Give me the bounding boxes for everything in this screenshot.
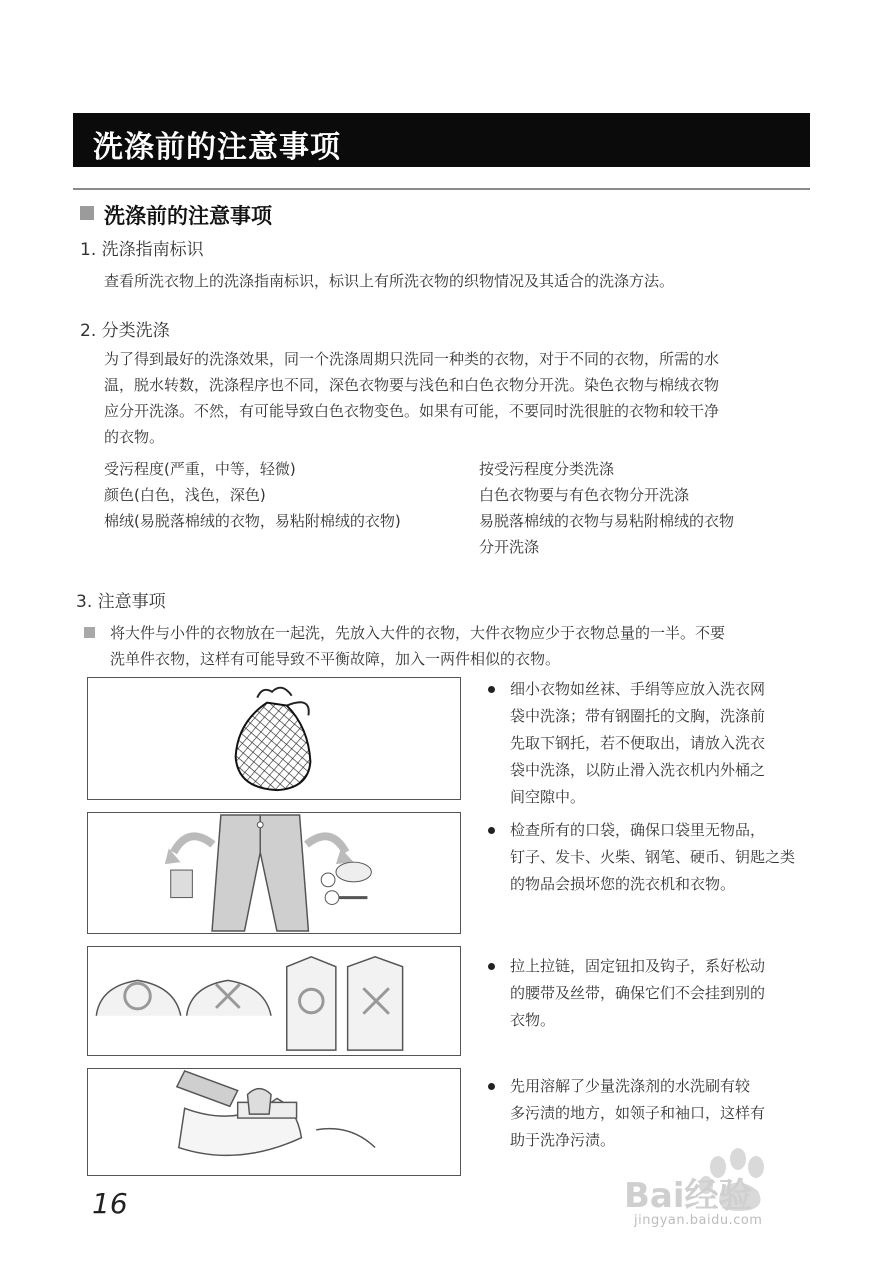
item1-heading: 1. 洗涤指南标识 (80, 240, 204, 260)
bullet-line: 先用溶解了少量洗涤剂的水洗刷有较 (510, 1077, 751, 1095)
sort-criterion: 颜色(白色，浅色，深色) (104, 486, 266, 504)
bullet-line: 先取下钢托，若不便取出，请放入洗衣 (510, 734, 766, 752)
watermark-brand: Bai经验 (624, 1176, 753, 1216)
note-line: 将大件与小件的衣物放在一起洗，先放入大件的衣物，大件衣物应少于衣物总量的一半。不要 (110, 624, 726, 642)
bullet-line: 的物品会损坏您的洗衣机和衣物。 (510, 875, 736, 893)
laundry-net-icon (88, 678, 460, 799)
item1-text: 查看所洗衣物上的洗涤指南标识，标识上有所洗衣物的织物情况及其适合的洗涤方法。 (104, 272, 675, 290)
pants-pockets-icon (88, 813, 460, 933)
bullet-line: 细小衣物如丝袜、手绢等应放入洗衣网 (510, 680, 766, 698)
baidu-paw-icon (618, 1145, 838, 1260)
bullet-dot-icon (488, 1083, 495, 1090)
bullet-dot-icon (488, 963, 495, 970)
title-bar (73, 113, 810, 167)
bullet-line: 的腰带及丝带，确保它们不会挂到别的 (510, 984, 766, 1002)
bullet-line: 拉上拉链，固定钮扣及钩子，系好松动 (510, 957, 766, 975)
detergent-bottle-icon (88, 1069, 460, 1175)
sort-rule: 白色衣物要与有色衣物分开洗涤 (479, 486, 690, 504)
section-title: 洗涤前的注意事项 (104, 204, 272, 228)
item2-heading: 2. 分类洗涤 (80, 321, 170, 341)
watermark-url: jingyan.baidu.com (634, 1213, 763, 1228)
paragraph-line: 为了得到最好的洗涤效果，同一个洗涤周期只洗同一种类的衣物，对于不同的衣物，所需的水 (104, 350, 720, 368)
item3-heading: 3. 注意事项 (76, 592, 166, 612)
item2-paragraph (104, 346, 719, 450)
bullet-line: 袋中洗涤；带有钢圈托的文胸，洗涤前 (510, 707, 766, 725)
sort-table-right (479, 456, 734, 560)
sort-rule: 分开洗涤 (479, 538, 540, 556)
fasten-clothes-illustration (87, 946, 461, 1056)
bullet-line: 袋中洗涤，以防止滑入洗衣机内外桶之 (510, 761, 766, 779)
waistband-shirt-icon (88, 947, 460, 1055)
bullet-dot-icon (488, 686, 495, 693)
pretreat-stain-illustration (87, 1068, 461, 1176)
page-number: 16 (92, 1187, 128, 1220)
bullet-fasten (510, 953, 765, 1034)
bullet-pretreat (510, 1073, 765, 1154)
bullet-line: 助于洗净污渍。 (510, 1131, 616, 1149)
bullet-line: 间空隙中。 (510, 788, 586, 806)
section-square-icon (80, 206, 94, 220)
paragraph-line: 温，脱水转数，洗涤程序也不同，深色衣物要与浅色和白色衣物分开洗。染色衣物与棉绒衣物 (104, 376, 720, 394)
item3-note (110, 620, 725, 672)
bullet-dot-icon (488, 827, 495, 834)
bullet-pockets (510, 817, 795, 898)
bullet-laundry-net (510, 676, 765, 811)
sort-criterion: 受污程度(严重，中等，轻微) (104, 460, 296, 478)
bullet-line: 检查所有的口袋，确保口袋里无物品， (510, 821, 766, 839)
laundry-net-illustration (87, 677, 461, 800)
bullet-line: 衣物。 (510, 1011, 556, 1029)
page-title: 洗涤前的注意事项 (93, 130, 341, 165)
pants-pocket-illustration (87, 812, 461, 934)
bullet-line: 多污渍的地方，如领子和袖口，这样有 (510, 1104, 766, 1122)
sort-rule: 按受污程度分类洗涤 (479, 460, 615, 478)
note-line: 洗单件衣物，这样有可能导致不平衡故障，加入一两件相似的衣物。 (110, 650, 561, 668)
sort-rule: 易脱落棉绒的衣物与易粘附棉绒的衣物 (479, 512, 735, 530)
bullet-line: 钉子、发卡、火柴、钢笔、硬币、钥匙之类 (510, 848, 796, 866)
paragraph-line: 的衣物。 (104, 428, 165, 446)
divider (73, 188, 810, 190)
paragraph-line: 应分开洗涤。不然，有可能导致白色衣物变色。如果有可能，不要同时洗很脏的衣物和较干净 (104, 402, 720, 420)
sort-table-left (104, 456, 401, 534)
note-square-icon (84, 627, 95, 638)
sort-criterion: 棉绒(易脱落棉绒的衣物，易粘附棉绒的衣物) (104, 512, 401, 530)
